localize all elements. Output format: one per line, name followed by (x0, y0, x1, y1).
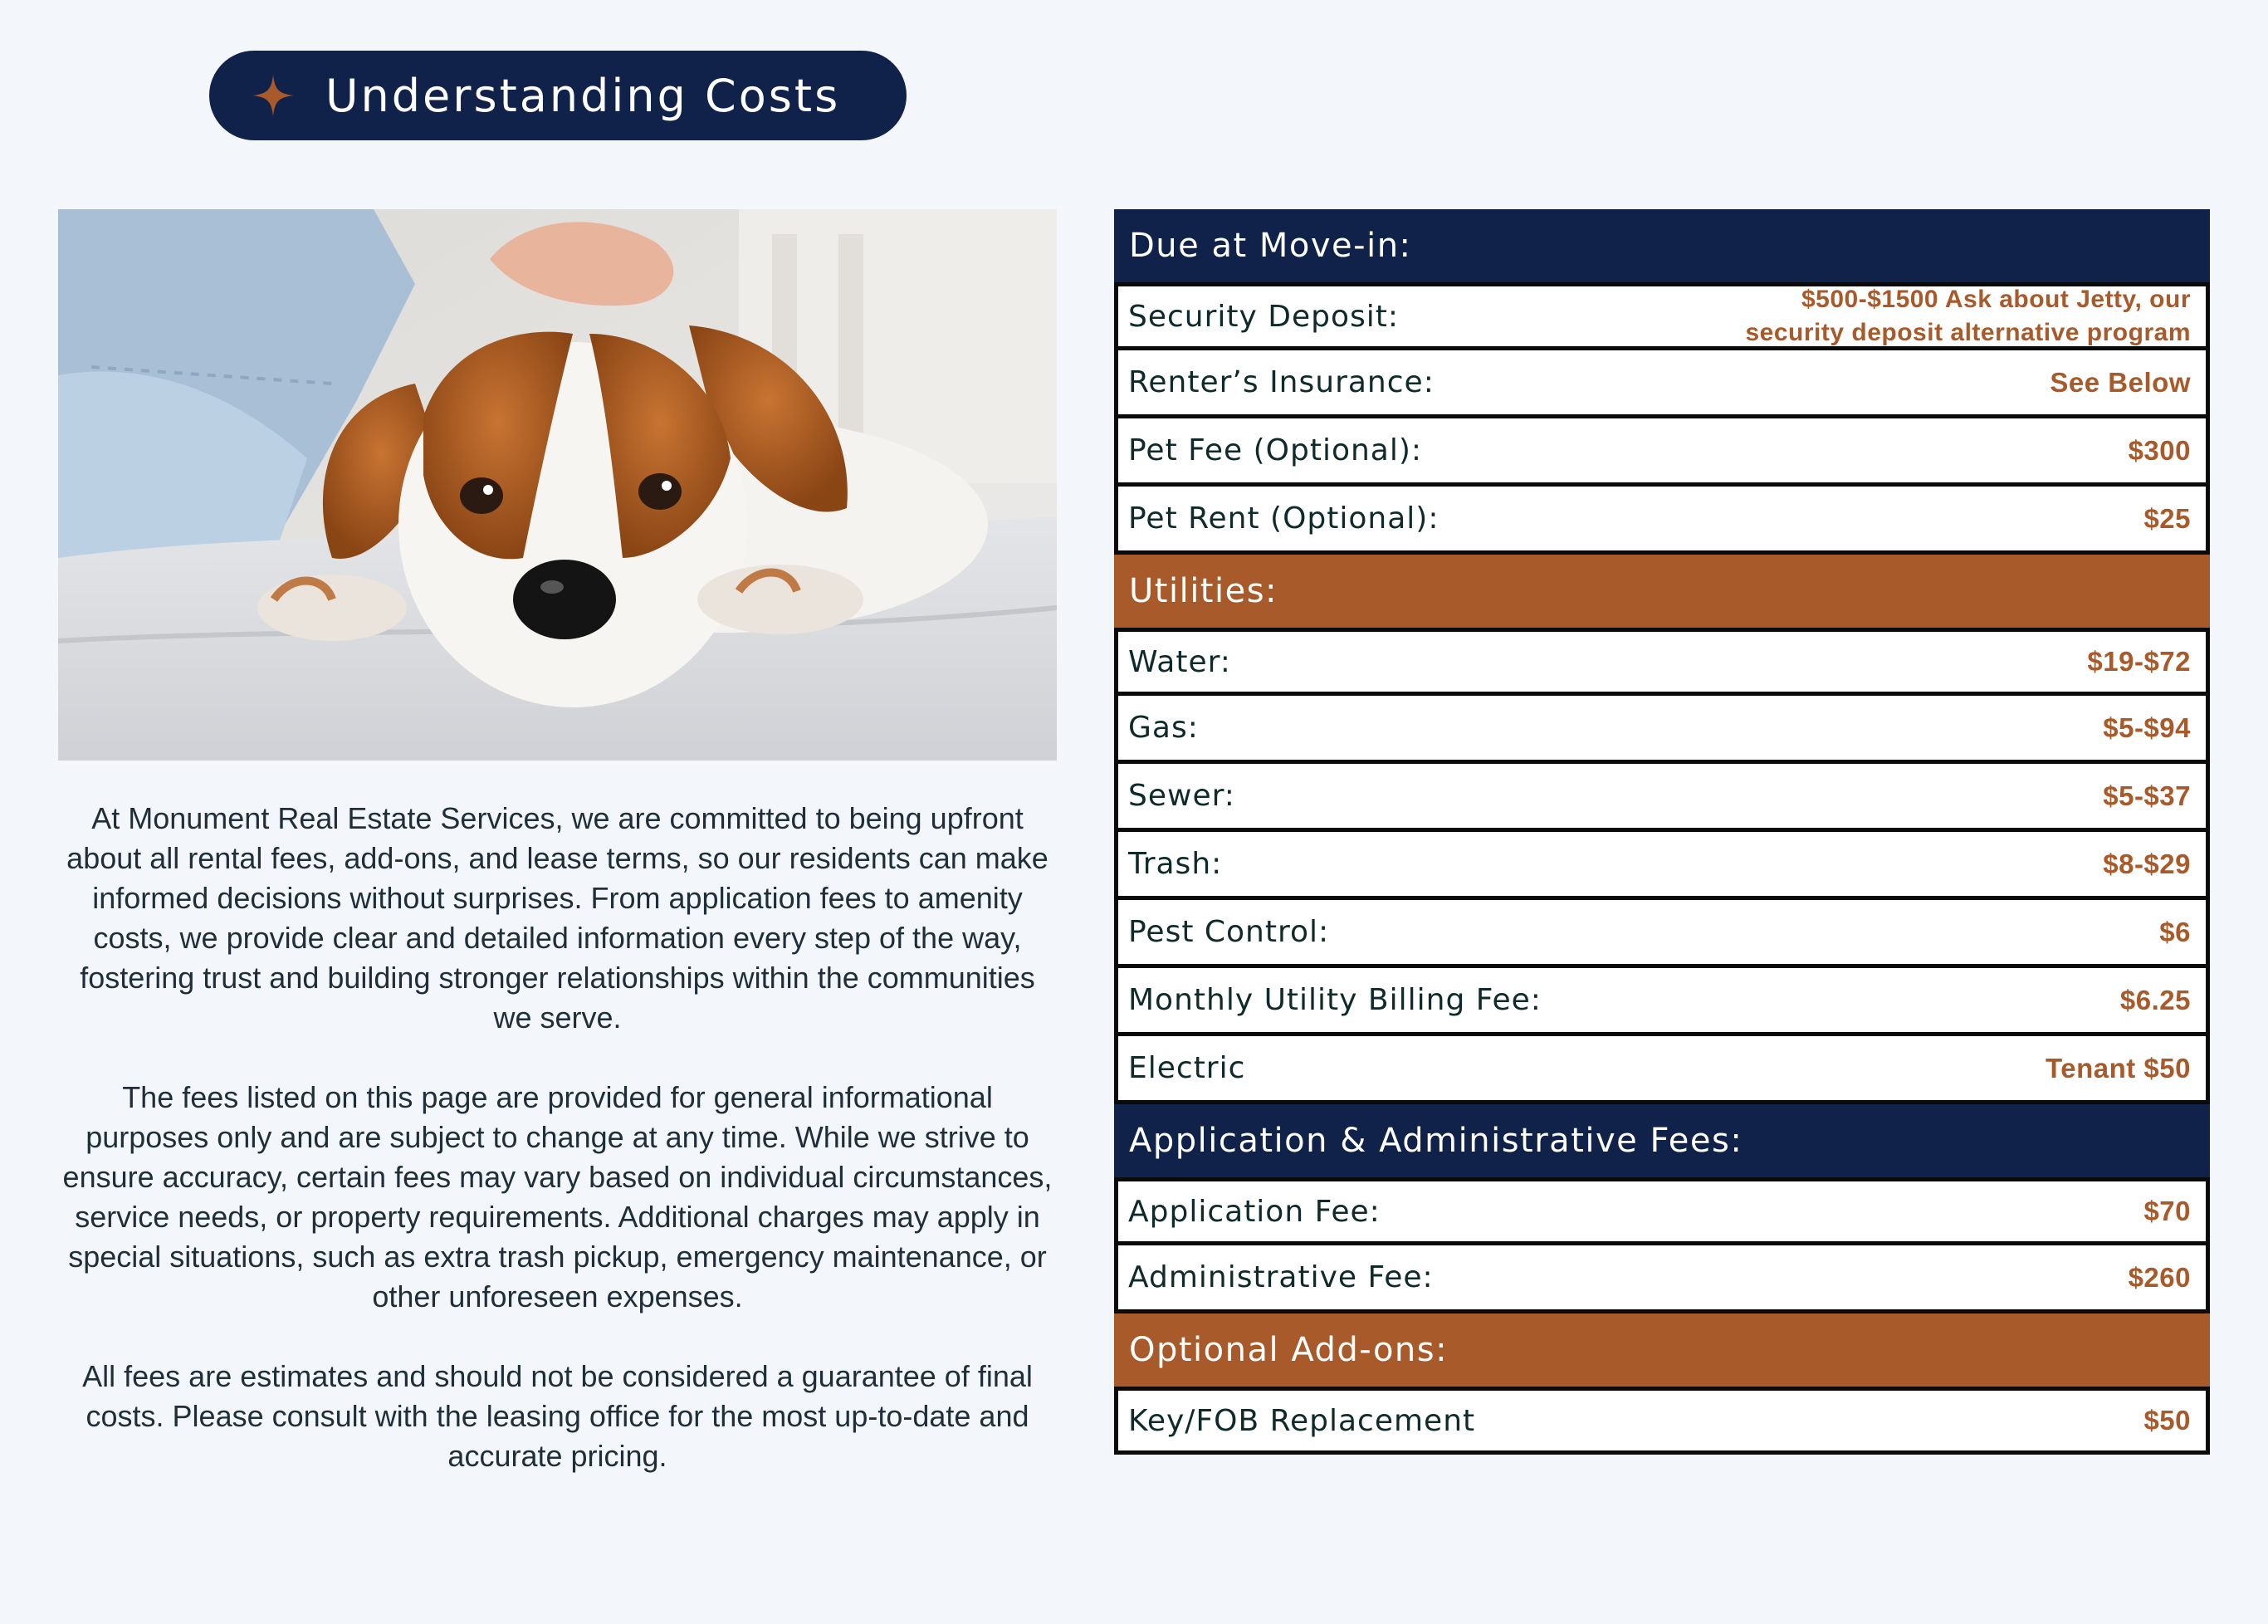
fee-row-security-deposit (1114, 282, 2210, 350)
fee-value: $50 (2143, 1405, 2191, 1436)
section-heading-application: Application & Administrative Fees: (1114, 1104, 2210, 1177)
page-title-banner (209, 51, 907, 140)
fee-value: $70 (2143, 1196, 2191, 1226)
fee-row-application-fee (1114, 1177, 2210, 1245)
fee-value (1746, 283, 2192, 350)
fee-label: Administrative Fee: (1128, 1260, 1434, 1294)
dog-illustration (58, 209, 1057, 761)
fee-label: Sewer: (1128, 779, 1235, 813)
dog-photo (58, 209, 1057, 761)
fee-value: $5-$94 (2103, 712, 2191, 743)
section-heading-utilities: Utilities: (1114, 555, 2210, 628)
fee-value: $300 (2128, 434, 2191, 466)
fee-value: Tenant $50 (2046, 1052, 2191, 1083)
section-heading-move-in: Due at Move-in: (1114, 209, 2210, 282)
fee-label: Gas: (1128, 711, 1199, 745)
fee-value-line: security deposit alternative program (1745, 319, 2191, 346)
fee-label: Key/FOB Replacement (1128, 1403, 1476, 1438)
fee-value: $19-$72 (2087, 646, 2191, 677)
fee-row-gas (1114, 696, 2210, 764)
intro-paragraph-3: All fees are estimates and should not be considered a guarantee of final costs. Please consult with the leasing office for the most up-to-date and accurate pricing. (82, 1359, 1033, 1473)
fee-value: $6.25 (2119, 984, 2191, 1015)
fee-value-line: $500-$1500 Ask about Jetty, our (1801, 286, 2191, 313)
fee-label: Application Fee: (1128, 1194, 1381, 1229)
fee-label: Pet Rent (Optional): (1128, 501, 1439, 536)
fee-label: Trash: (1128, 847, 1223, 881)
intro-paragraph-2: The fees listed on this page are provided for general informational purposes only and are subject to change at any time. While we strive to ensure accuracy, certain fees may vary based on individual circumstances, service needs, or property requirements. Additional charges may apply in special situations, such as extra trash pickup, emergency maintenance, or other unforeseen expenses. (62, 1080, 1053, 1313)
fee-row-pet-rent (1114, 487, 2210, 555)
fee-row-key-fob (1114, 1387, 2210, 1455)
fee-label: Monthly Utility Billing Fee: (1128, 983, 1542, 1017)
fee-row-trash (1114, 832, 2210, 900)
fee-row-pest-control (1114, 900, 2210, 968)
fee-row-pet-fee (1114, 418, 2210, 487)
fee-value: See Below (2050, 366, 2191, 398)
fee-label: Electric (1128, 1051, 1246, 1085)
fee-value: $8-$29 (2103, 848, 2191, 879)
fee-value: $6 (2159, 916, 2191, 947)
fee-row-renters-insurance (1114, 350, 2210, 418)
page-title: Understanding Costs (325, 69, 841, 122)
fee-label: Pet Fee (Optional): (1128, 433, 1423, 467)
intro-text (58, 799, 1057, 1516)
section-heading-addons: Optional Add-ons: (1114, 1313, 2210, 1387)
fee-label: Security Deposit: (1128, 299, 1400, 334)
fee-row-administrative-fee (1114, 1245, 2210, 1313)
fee-value: $5-$37 (2103, 780, 2191, 811)
fee-row-sewer (1114, 764, 2210, 832)
fees-table (1114, 209, 2210, 1455)
intro-paragraph-1: At Monument Real Estate Services, we are committed to being upfront about all rental fees, add-ons, and lease terms, so our residents can make informed decisions without surprises. From application fees to amenity costs, we provide clear and detailed information every step of the way, fostering trust and building stronger relationships within the communities we serve. (66, 801, 1048, 1035)
fee-label: Pest Control: (1128, 915, 1330, 949)
fee-value: $25 (2143, 502, 2191, 534)
fee-value: $260 (2128, 1261, 2191, 1293)
sparkle-icon (251, 73, 296, 118)
fee-label: Renter’s Insurance: (1128, 365, 1435, 399)
fee-row-water (1114, 628, 2210, 696)
fee-row-utility-billing-fee (1114, 968, 2210, 1036)
fee-label: Water: (1128, 644, 1231, 679)
fee-row-electric (1114, 1036, 2210, 1104)
